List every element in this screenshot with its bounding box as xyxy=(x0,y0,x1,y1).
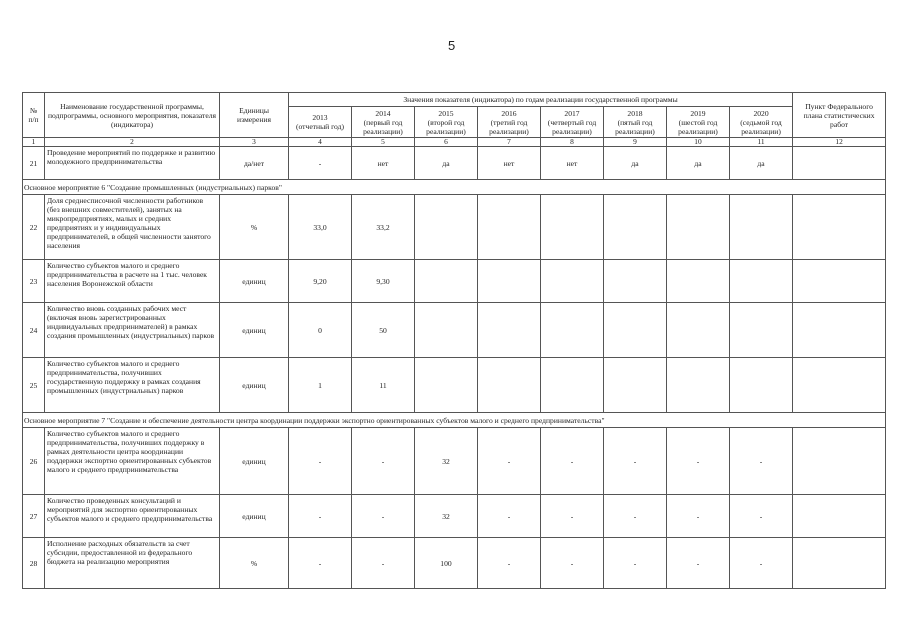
unit-cell: да/нет xyxy=(220,147,289,180)
table-row xyxy=(23,260,886,303)
value-cell xyxy=(667,358,730,413)
indicator-name: Количество субъектов малого и среднего предпринимательства, получивших государственную поддержку в рамках создания промышленных (индустриальных) парков xyxy=(45,358,220,413)
column-number: 5 xyxy=(352,138,415,147)
header-year-label: 2015 xyxy=(438,108,454,118)
value-cell: 9,30 xyxy=(352,260,415,303)
indicator-name: Исполнение расходных обязательств за счет субсидии, предоставленной из федерального бюджета на реализацию мероприятия xyxy=(45,538,220,589)
page-number: 5 xyxy=(448,38,456,53)
column-number: 2 xyxy=(45,138,220,147)
table-row xyxy=(23,195,886,260)
header-unit: Единицы измерения xyxy=(220,93,289,138)
value-cell: да xyxy=(604,147,667,180)
indicator-name: Количество субъектов малого и среднего предпринимательства в расчете на 1 тыс. человек населения Воронежской области xyxy=(45,260,220,303)
indicators-table xyxy=(22,92,886,589)
value-cell xyxy=(604,358,667,413)
unit-cell: единиц xyxy=(220,495,289,538)
value-cell xyxy=(604,195,667,260)
table-row xyxy=(23,428,886,495)
header-year-2014 xyxy=(352,107,415,138)
header-year-2013 xyxy=(289,107,352,138)
value-cell: - xyxy=(667,495,730,538)
header-year-2016 xyxy=(478,107,541,138)
value-cell xyxy=(541,195,604,260)
header-year-label: 2013 xyxy=(312,113,328,122)
column-number: 10 xyxy=(667,138,730,147)
value-cell xyxy=(415,195,478,260)
row-number: 26 xyxy=(23,428,45,495)
value-cell: - xyxy=(352,428,415,495)
value-cell xyxy=(541,260,604,303)
header-year-note: (второй год реализации) xyxy=(426,117,466,136)
row-number: 23 xyxy=(23,260,45,303)
row-number: 28 xyxy=(23,538,45,589)
value-cell: 32 xyxy=(415,495,478,538)
header-year-2020 xyxy=(730,107,793,138)
value-cell: - xyxy=(604,495,667,538)
indicator-name: Количество вновь созданных рабочих мест (включая вновь зарегистрированных индивидуальных предпринимателей) в рамках создания промышленных (индустриальных) парков xyxy=(45,303,220,358)
header-year-2018 xyxy=(604,107,667,138)
value-cell xyxy=(478,358,541,413)
value-cell: 32 xyxy=(415,428,478,495)
header-year-label: 2014 xyxy=(375,108,391,118)
value-cell: нет xyxy=(541,147,604,180)
value-cell xyxy=(667,195,730,260)
unit-cell: % xyxy=(220,538,289,589)
value-cell: - xyxy=(478,428,541,495)
plan-item-cell xyxy=(793,303,886,358)
plan-item-cell xyxy=(793,147,886,180)
section-row xyxy=(23,413,886,428)
value-cell: - xyxy=(730,428,793,495)
header-name: Наименование государственной программы, подпрограммы, основного мероприятия, показателя (индикатора) xyxy=(45,93,220,138)
unit-cell: единиц xyxy=(220,428,289,495)
value-cell: - xyxy=(541,538,604,589)
value-cell: - xyxy=(541,495,604,538)
value-cell xyxy=(541,303,604,358)
value-cell: 100 xyxy=(415,538,478,589)
column-number: 4 xyxy=(289,138,352,147)
table-row xyxy=(23,358,886,413)
value-cell: - xyxy=(667,538,730,589)
value-cell: - xyxy=(730,495,793,538)
value-cell xyxy=(730,195,793,260)
value-cell xyxy=(604,303,667,358)
indicator-name: Количество субъектов малого и среднего предпринимательства, получивших поддержку в рамках деятельности центра координации поддержки экспортно ориентированных субъектов малого и среднего предпринимательства xyxy=(45,428,220,495)
header-year-note: (шестой год реализации) xyxy=(678,117,718,136)
section-title: Основное мероприятие 6 "Создание промышленных (индустриальных) парков" xyxy=(23,180,886,195)
value-cell: 50 xyxy=(352,303,415,358)
value-cell: 0 xyxy=(289,303,352,358)
value-cell: - xyxy=(289,538,352,589)
table-row xyxy=(23,495,886,538)
unit-cell: единиц xyxy=(220,260,289,303)
header-year-note: (пятый год реализации) xyxy=(615,117,655,136)
value-cell xyxy=(478,260,541,303)
section-row xyxy=(23,180,886,195)
header-year-2017 xyxy=(541,107,604,138)
value-cell: 11 xyxy=(352,358,415,413)
value-cell: 33,2 xyxy=(352,195,415,260)
value-cell: - xyxy=(352,495,415,538)
row-number: 21 xyxy=(23,147,45,180)
header-year-note: (отчетный год) xyxy=(295,122,345,131)
value-cell xyxy=(478,303,541,358)
value-cell: - xyxy=(604,538,667,589)
header-num: № п/п xyxy=(23,93,45,138)
header-year-note: (седьмой год реализации) xyxy=(740,117,782,136)
value-cell xyxy=(730,260,793,303)
unit-cell: единиц xyxy=(220,303,289,358)
column-number: 11 xyxy=(730,138,793,147)
value-cell: да xyxy=(667,147,730,180)
plan-item-cell xyxy=(793,538,886,589)
header-year-label: 2018 xyxy=(627,108,643,118)
table-row xyxy=(23,147,886,180)
value-cell xyxy=(415,303,478,358)
section-title: Основное мероприятие 7 "Создание и обеспечение деятельности центра координации поддержки экспортно ориентированных субъектов малого и среднего предпринимательства" xyxy=(23,413,886,428)
header-year-label: 2016 xyxy=(501,108,517,118)
header-year-note: (третий год реализации) xyxy=(489,117,529,136)
header-year-label: 2019 xyxy=(690,108,706,118)
column-number: 3 xyxy=(220,138,289,147)
value-cell: - xyxy=(289,495,352,538)
value-cell: нет xyxy=(352,147,415,180)
column-number: 1 xyxy=(23,138,45,147)
plan-item-cell xyxy=(793,495,886,538)
value-cell: да xyxy=(730,147,793,180)
header-year-note: (первый год реализации) xyxy=(363,117,403,136)
column-number: 8 xyxy=(541,138,604,147)
row-number: 27 xyxy=(23,495,45,538)
unit-cell: единиц xyxy=(220,358,289,413)
value-cell xyxy=(415,260,478,303)
value-cell xyxy=(541,358,604,413)
row-number: 22 xyxy=(23,195,45,260)
row-number: 24 xyxy=(23,303,45,358)
value-cell xyxy=(604,260,667,303)
value-cell xyxy=(730,358,793,413)
value-cell: нет xyxy=(478,147,541,180)
plan-item-cell xyxy=(793,358,886,413)
value-cell: - xyxy=(478,495,541,538)
value-cell: 9,20 xyxy=(289,260,352,303)
value-cell: - xyxy=(667,428,730,495)
value-cell: 33,0 xyxy=(289,195,352,260)
unit-cell: % xyxy=(220,195,289,260)
header-year-note: (четвертый год реализации) xyxy=(547,117,597,136)
value-cell xyxy=(667,303,730,358)
header-values-group: Значения показателя (индикатора) по годам реализации государственной программы xyxy=(289,93,793,107)
value-cell: - xyxy=(478,538,541,589)
column-number: 12 xyxy=(793,138,886,147)
indicator-name: Количество проведенных консультаций и мероприятий для экспортно ориентированных субъектов малого и среднего предпринимательства xyxy=(45,495,220,538)
value-cell: - xyxy=(352,538,415,589)
header-year-2015 xyxy=(415,107,478,138)
column-number: 6 xyxy=(415,138,478,147)
table-row xyxy=(23,538,886,589)
value-cell: - xyxy=(289,147,352,180)
value-cell xyxy=(415,358,478,413)
value-cell xyxy=(667,260,730,303)
column-number: 9 xyxy=(604,138,667,147)
column-number: 7 xyxy=(478,138,541,147)
header-plan-item: Пункт Федерального плана статистических работ xyxy=(793,93,886,138)
header-year-label: 2020 xyxy=(753,108,769,118)
value-cell xyxy=(730,303,793,358)
indicator-name: Проведение мероприятий по поддержке и развитию молодежного предпринимательства xyxy=(45,147,220,180)
value-cell: - xyxy=(289,428,352,495)
table-row xyxy=(23,303,886,358)
value-cell: - xyxy=(541,428,604,495)
header-year-2019 xyxy=(667,107,730,138)
value-cell: да xyxy=(415,147,478,180)
value-cell: 1 xyxy=(289,358,352,413)
row-number: 25 xyxy=(23,358,45,413)
value-cell xyxy=(478,195,541,260)
plan-item-cell xyxy=(793,260,886,303)
value-cell: - xyxy=(604,428,667,495)
indicator-name: Доля среднесписочной численности работников (без внешних совместителей), занятых на микропредприятиях, малых и средних предприятиях и у индивидуальных предпринимателей, в общей численности занятого населения xyxy=(45,195,220,260)
header-year-label: 2017 xyxy=(564,108,580,118)
value-cell: - xyxy=(730,538,793,589)
plan-item-cell xyxy=(793,195,886,260)
plan-item-cell xyxy=(793,428,886,495)
